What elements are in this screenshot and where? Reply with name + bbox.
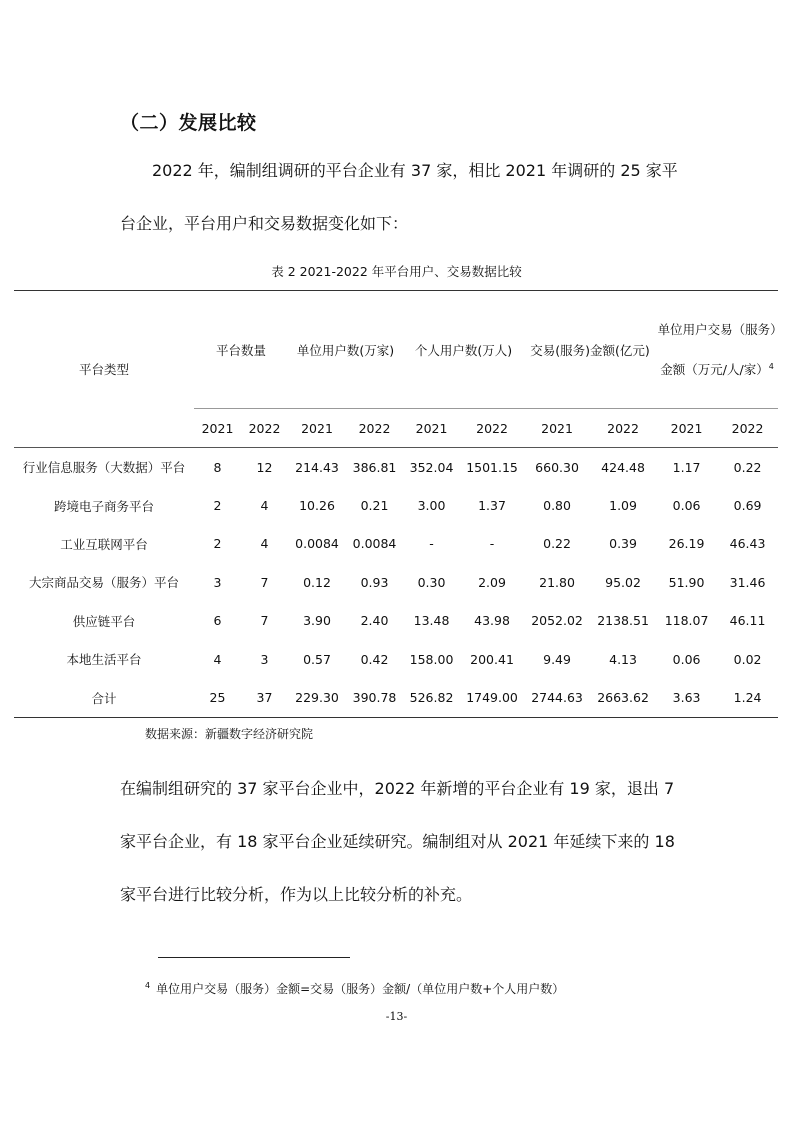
table-cell: - xyxy=(489,536,495,552)
table-cell: 352.04 xyxy=(403,448,460,487)
table-cell: 0.69 xyxy=(733,498,762,514)
table-cell: 0.93 xyxy=(360,574,389,590)
table-cell: 4 xyxy=(260,498,269,514)
table-cell: 7 xyxy=(260,574,269,590)
table-cell: 424.48 xyxy=(590,448,656,487)
footnote-ref: 4 xyxy=(768,361,774,371)
table-cell: 3 xyxy=(213,574,222,590)
table-cell: 526.82 xyxy=(403,678,460,717)
table-body xyxy=(14,448,778,718)
table-cell: 0.0084 xyxy=(295,536,339,552)
row-platform-name: 大宗商品交易（服务）平台 xyxy=(28,575,179,591)
header-avg-amount xyxy=(656,291,778,409)
table-cell: 0.22 xyxy=(543,536,571,552)
year-header: 2022 xyxy=(476,420,508,436)
table-cell: 0.12 xyxy=(303,574,331,590)
section-heading: （二）发展比较 xyxy=(120,112,257,134)
table-cell: 25 xyxy=(194,678,241,717)
table-cell: 1.09 xyxy=(609,498,637,514)
table-cell: 2663.62 xyxy=(590,678,656,717)
table-cell: 3 xyxy=(260,651,269,667)
row-platform-name: 供应链平台 xyxy=(72,613,136,629)
table-cell: 26.19 xyxy=(668,536,705,552)
table-cell: 0.22 xyxy=(717,448,778,487)
year-header: 2022 xyxy=(248,420,281,436)
table-cell: 158.00 xyxy=(409,651,454,667)
table-cell: 1.24 xyxy=(717,678,778,717)
page-number: -13- xyxy=(385,1010,408,1023)
followup-paragraph: 在编制组研究的 37 家平台企业中，2022 年新增的平台企业有 19 家，退出 7 家平台企业，有 18 家平台企业延续研究。编制组对从 2021 年延续下来的 18 家平台进行比较分析，作为以上比较分析的补充。 xyxy=(120,779,675,904)
table-cell: 0.06 xyxy=(672,498,701,514)
year-header: 2022 xyxy=(731,420,764,436)
table-cell: 9.49 xyxy=(543,651,571,667)
table-cell: 390.78 xyxy=(346,678,403,717)
table-cell: 10.26 xyxy=(299,498,335,514)
header-row xyxy=(14,291,778,409)
table-cell: 660.30 xyxy=(524,448,590,487)
table-row xyxy=(14,602,778,640)
table-cell: 46.11 xyxy=(729,613,766,629)
year-header: 2021 xyxy=(670,420,703,436)
table-cell: 4.13 xyxy=(609,651,637,667)
year-header: 2022 xyxy=(358,420,391,436)
header-platform-type: 平台类型 xyxy=(14,291,194,448)
table-cell: 13.48 xyxy=(413,613,450,629)
table-cell: 1.17 xyxy=(656,448,717,487)
year-header: 2022 xyxy=(607,420,639,436)
footnote xyxy=(145,980,564,997)
year-header: 2021 xyxy=(415,420,448,436)
table-cell: 3.90 xyxy=(303,613,331,629)
table-cell: 37 xyxy=(241,678,288,717)
table-cell: 0.02 xyxy=(733,651,762,667)
header-transaction-amount: 交易(服务)金额(亿元) xyxy=(524,291,656,409)
table-cell: 3.00 xyxy=(417,498,446,514)
row-platform-name: 合计 xyxy=(14,678,194,717)
row-platform-name: 行业信息服务（大数据）平台 xyxy=(14,448,194,487)
table-caption: 表 2 2021-2022 年平台用户、交易数据比较 xyxy=(271,264,522,279)
footnote-text: 单位用户交易（服务）金额=交易（服务）金额/（单位用户数+个人用户数） xyxy=(156,982,565,996)
intro-text: 2022 年，编制组调研的平台企业有 37 家，相比 2021 年调研的 25 家平台企业，平台用户和交易数据变化如下： xyxy=(120,161,678,233)
table-cell: 1749.00 xyxy=(460,678,524,717)
table-cell: 2052.02 xyxy=(531,613,583,629)
table-cell: 0.30 xyxy=(417,574,446,590)
table-cell: 95.02 xyxy=(605,574,641,590)
table-row xyxy=(14,678,778,717)
table-cell: 0.21 xyxy=(360,498,389,514)
intro-paragraph xyxy=(120,144,680,250)
table-cell: 31.46 xyxy=(729,574,766,590)
header-avg-amount-text: 单位用户交易（服务）金额（万元/人/家） xyxy=(657,321,777,378)
table-cell: 118.07 xyxy=(664,613,709,629)
table-cell: 1.37 xyxy=(478,498,506,514)
table-cell: 200.41 xyxy=(470,651,514,667)
table-cell: 214.43 xyxy=(288,448,346,487)
footnote-separator xyxy=(158,957,350,958)
table-cell: 4 xyxy=(213,651,222,667)
table-cell: 0.57 xyxy=(303,651,331,667)
table-cell: 4 xyxy=(260,536,269,552)
table-cell: 1501.15 xyxy=(460,448,524,487)
table-cell: 3.63 xyxy=(656,678,717,717)
table-cell: 46.43 xyxy=(729,536,766,552)
year-header: 2021 xyxy=(541,420,573,436)
table-cell: 0.0084 xyxy=(352,536,397,552)
table-cell: 386.81 xyxy=(346,448,403,487)
table-cell: 2 xyxy=(213,498,222,514)
year-header: 2021 xyxy=(201,420,234,436)
year-header: 2021 xyxy=(301,420,333,436)
table-cell: 2744.63 xyxy=(524,678,590,717)
table-cell: 43.98 xyxy=(474,613,510,629)
table-cell: 21.80 xyxy=(539,574,575,590)
table-cell: 7 xyxy=(260,613,269,629)
table-cell: 0.39 xyxy=(609,536,637,552)
table-cell: 2.09 xyxy=(478,574,506,590)
row-platform-name: 跨境电子商务平台 xyxy=(53,498,154,514)
table-cell: 0.42 xyxy=(360,651,389,667)
table-cell: 229.30 xyxy=(288,678,346,717)
footnote-mark: 4 xyxy=(145,981,151,990)
table-cell: 2138.51 xyxy=(597,613,649,629)
table-row xyxy=(14,448,778,487)
header-platform-count: 平台数量 xyxy=(194,291,288,409)
table-row xyxy=(14,563,778,601)
platform-comparison-table xyxy=(14,290,778,718)
header-unit-users: 单位用户数(万家) xyxy=(288,291,403,409)
table-row xyxy=(14,640,778,678)
data-source: 数据来源：新疆数字经济研究院 xyxy=(145,727,314,741)
table-cell: 6 xyxy=(213,613,222,629)
table-cell: - xyxy=(429,536,434,552)
table-cell: 51.90 xyxy=(668,574,705,590)
table-row xyxy=(14,486,778,524)
table-cell: 2.40 xyxy=(360,613,389,629)
row-platform-name: 本地生活平台 xyxy=(66,652,142,668)
table-cell: 8 xyxy=(194,448,241,487)
table-cell: 0.80 xyxy=(543,498,571,514)
table-cell: 0.06 xyxy=(672,651,701,667)
table-row xyxy=(14,525,778,563)
table-cell: 2 xyxy=(213,536,222,552)
row-platform-name: 工业互联网平台 xyxy=(60,536,148,552)
table-cell: 12 xyxy=(241,448,288,487)
header-individual-users: 个人用户数(万人) xyxy=(403,291,524,409)
